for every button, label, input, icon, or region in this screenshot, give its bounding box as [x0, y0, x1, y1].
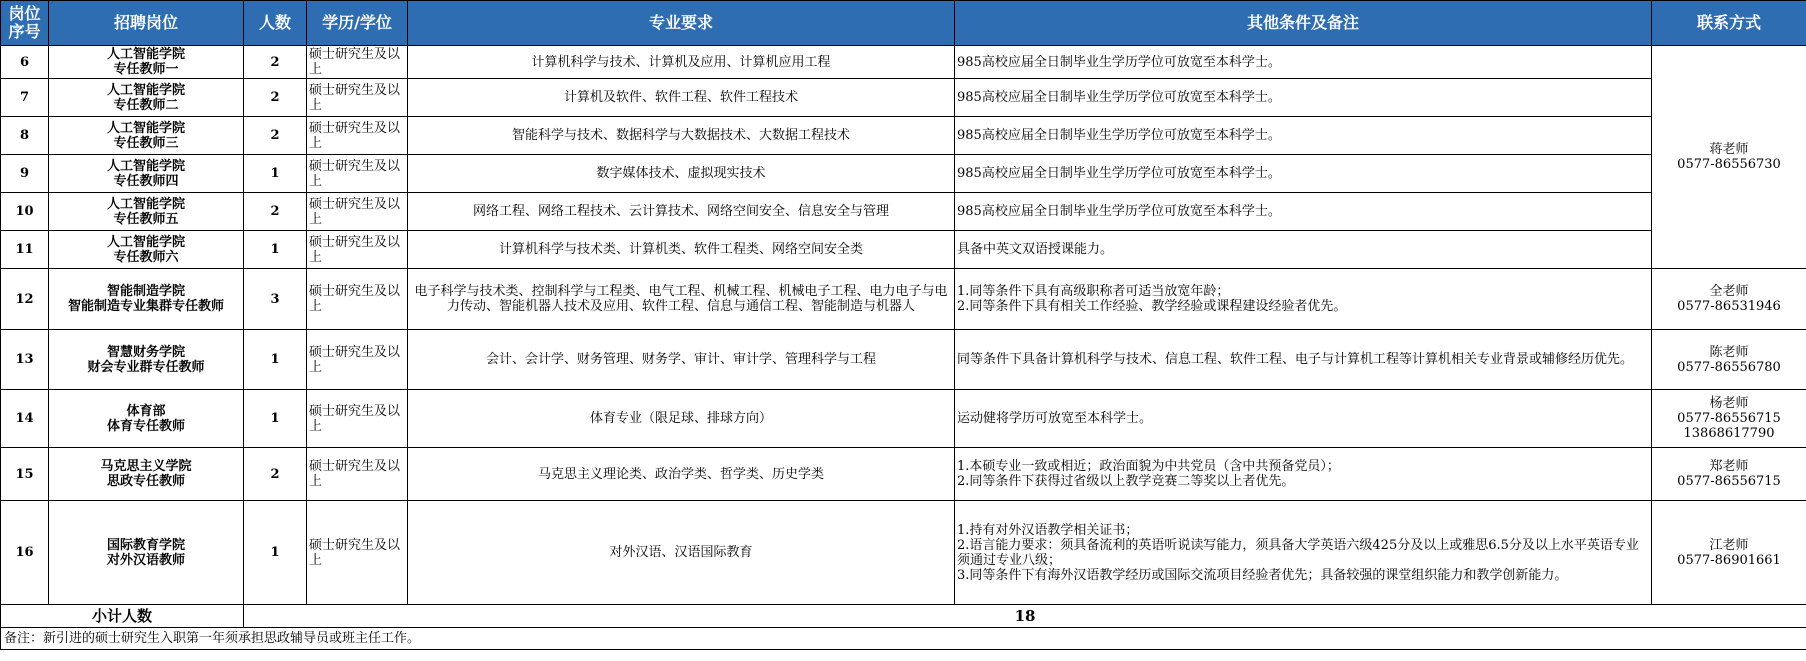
education-cell: 硕士研究生及以上	[307, 269, 408, 330]
contact-cell-marxism: 郑老师 0577-86556715	[1652, 448, 1806, 501]
education-cell: 硕士研究生及以上	[307, 193, 408, 231]
seq-cell: 7	[1, 79, 49, 117]
table-row	[1, 155, 1806, 193]
major-cell: 计算机科学与技术、计算机及应用、计算机应用工程	[408, 46, 955, 79]
major-cell: 智能科学与技术、数据科学与大数据技术、大数据工程技术	[408, 117, 955, 155]
position-cell: 人工智能学院 专任教师二	[49, 79, 244, 117]
other-cell: 985高校应届全日制毕业生学历学位可放宽至本科学士。	[955, 193, 1652, 231]
table-row	[1, 448, 1806, 501]
other-cell: 985高校应届全日制毕业生学历学位可放宽至本科学士。	[955, 155, 1652, 193]
seq-cell: 13	[1, 330, 49, 390]
education-cell: 硕士研究生及以上	[307, 117, 408, 155]
education-cell: 硕士研究生及以上	[307, 155, 408, 193]
seq-cell: 15	[1, 448, 49, 501]
table-row	[1, 231, 1806, 269]
major-cell: 计算机科学与技术类、计算机类、软件工程类、网络空间安全类	[408, 231, 955, 269]
seq-cell: 14	[1, 390, 49, 448]
seq-cell: 16	[1, 501, 49, 605]
major-cell: 电子科学与技术类、控制科学与工程类、电气工程、机械工程、机械电子工程、电力电子与电力传动、智能机器人技术及应用、软件工程、信息与通信工程、智能制造与机器人	[408, 269, 955, 330]
position-cell: 国际教育学院 对外汉语教师	[49, 501, 244, 605]
education-cell: 硕士研究生及以上	[307, 448, 408, 501]
table-row	[1, 79, 1806, 117]
education-cell: 硕士研究生及以上	[307, 46, 408, 79]
education-cell: 硕士研究生及以上	[307, 231, 408, 269]
position-cell: 人工智能学院 专任教师五	[49, 193, 244, 231]
education-cell: 硕士研究生及以上	[307, 330, 408, 390]
education-cell: 硕士研究生及以上	[307, 390, 408, 448]
count-cell: 2	[244, 46, 307, 79]
contact-cell-sports: 杨老师 0577-86556715 13868617790	[1652, 390, 1806, 448]
subtotal-row	[1, 605, 1806, 628]
contact-cell-manufacturing: 全老师 0577-86531946	[1652, 269, 1806, 330]
seq-cell: 9	[1, 155, 49, 193]
count-cell: 2	[244, 117, 307, 155]
contact-cell-ai: 蒋老师 0577-86556730	[1652, 46, 1806, 269]
position-cell: 人工智能学院 专任教师三	[49, 117, 244, 155]
table-row	[1, 330, 1806, 390]
count-cell: 1	[244, 155, 307, 193]
header-seq: 岗位 序号	[1, 1, 49, 46]
note-text: 备注：新引进的硕士研究生入职第一年须承担思政辅导员或班主任工作。	[1, 628, 1806, 650]
subtotal-value: 18	[244, 605, 1806, 628]
seq-cell: 10	[1, 193, 49, 231]
header-count: 人数	[244, 1, 307, 46]
table-row	[1, 193, 1806, 231]
other-cell: 运动健将学历可放宽至本科学士。	[955, 390, 1652, 448]
position-cell: 人工智能学院 专任教师四	[49, 155, 244, 193]
other-cell: 具备中英文双语授课能力。	[955, 231, 1652, 269]
other-cell: 985高校应届全日制毕业生学历学位可放宽至本科学士。	[955, 117, 1652, 155]
other-cell: 985高校应届全日制毕业生学历学位可放宽至本科学士。	[955, 46, 1652, 79]
count-cell: 3	[244, 269, 307, 330]
position-cell: 智能制造学院 智能制造专业集群专任教师	[49, 269, 244, 330]
contact-cell-finance: 陈老师 0577-86556780	[1652, 330, 1806, 390]
header-position: 招聘岗位	[49, 1, 244, 46]
header-other: 其他条件及备注	[955, 1, 1652, 46]
subtotal-label: 小计人数	[1, 605, 244, 628]
other-cell: 同等条件下具备计算机科学与技术、信息工程、软件工程、电子与计算机工程等计算机相关专业背景或辅修经历优先。	[955, 330, 1652, 390]
major-cell: 数字媒体技术、虚拟现实技术	[408, 155, 955, 193]
table-row	[1, 501, 1806, 605]
education-cell: 硕士研究生及以上	[307, 501, 408, 605]
header-major: 专业要求	[408, 1, 955, 46]
other-cell: 1.同等条件下具有高级职称者可适当放宽年龄； 2.同等条件下具有相关工作经验、教学经验或课程建设经验者优先。	[955, 269, 1652, 330]
table-row	[1, 46, 1806, 79]
count-cell: 1	[244, 501, 307, 605]
major-cell: 体育专业（限足球、排球方向）	[408, 390, 955, 448]
position-cell: 人工智能学院 专任教师六	[49, 231, 244, 269]
seq-cell: 8	[1, 117, 49, 155]
position-cell: 马克思主义学院 思政专任教师	[49, 448, 244, 501]
table-row	[1, 269, 1806, 330]
table-row	[1, 390, 1806, 448]
other-cell: 985高校应届全日制毕业生学历学位可放宽至本科学士。	[955, 79, 1652, 117]
other-cell: 1.本硕专业一致或相近；政治面貌为中共党员（含中共预备党员）； 2.同等条件下获得过省级以上教学竞赛二等奖以上者优先。	[955, 448, 1652, 501]
count-cell: 1	[244, 390, 307, 448]
count-cell: 1	[244, 231, 307, 269]
major-cell: 对外汉语、汉语国际教育	[408, 501, 955, 605]
note-row	[1, 628, 1806, 650]
education-cell: 硕士研究生及以上	[307, 79, 408, 117]
major-cell: 马克思主义理论类、政治学类、哲学类、历史学类	[408, 448, 955, 501]
header-row	[1, 1, 1806, 46]
count-cell: 1	[244, 330, 307, 390]
position-cell: 体育部 体育专任教师	[49, 390, 244, 448]
position-cell: 智慧财务学院 财会专业群专任教师	[49, 330, 244, 390]
table-row	[1, 117, 1806, 155]
count-cell: 2	[244, 448, 307, 501]
header-education: 学历/学位	[307, 1, 408, 46]
seq-cell: 11	[1, 231, 49, 269]
count-cell: 2	[244, 193, 307, 231]
header-contact: 联系方式	[1652, 1, 1806, 46]
contact-cell-international: 江老师 0577-86901661	[1652, 501, 1806, 605]
seq-cell: 6	[1, 46, 49, 79]
seq-cell: 12	[1, 269, 49, 330]
major-cell: 计算机及软件、软件工程、软件工程技术	[408, 79, 955, 117]
other-cell: 1.持有对外汉语教学相关证书； 2.语言能力要求：须具备流利的英语听说读写能力，须具备大学英语六级425分及以上或雅思6.5分及以上水平英语专业须通过专业八级； 3.同等条件下有海外汉语教学经历或国际交流项目经验者优先；具备较强的课堂组织能力和教学创新能力。	[955, 501, 1652, 605]
major-cell: 会计、会计学、财务管理、财务学、审计、审计学、管理科学与工程	[408, 330, 955, 390]
position-cell: 人工智能学院 专任教师一	[49, 46, 244, 79]
major-cell: 网络工程、网络工程技术、云计算技术、网络空间安全、信息安全与管理	[408, 193, 955, 231]
count-cell: 2	[244, 79, 307, 117]
